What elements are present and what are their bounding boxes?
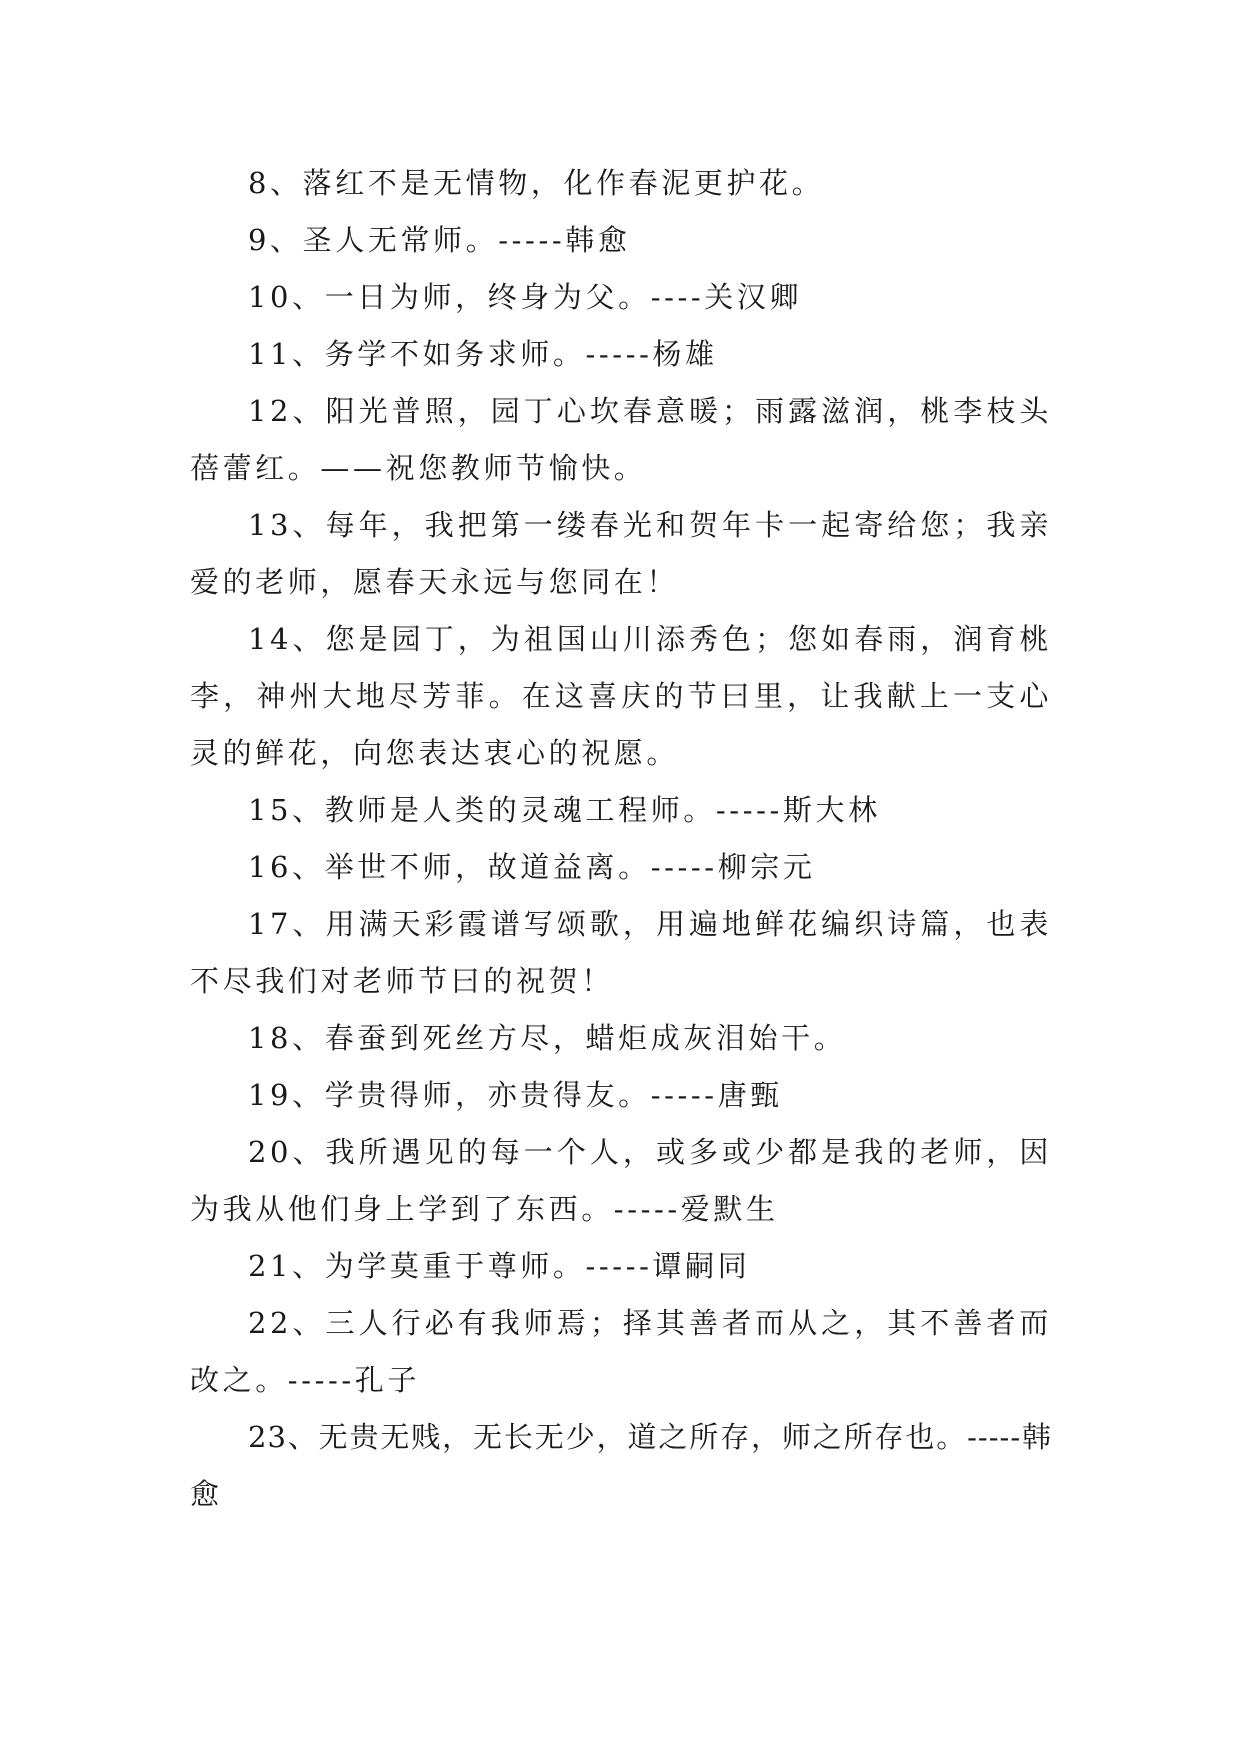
- paragraph-8: 8、落红不是无情物，化作春泥更护花。: [248, 166, 825, 200]
- document-body: [190, 155, 1052, 1523]
- paragraph-19: 19、学贵得师，亦贵得友。-----唐甄: [248, 1078, 783, 1112]
- paragraph-15: 15、教师是人类的灵魂工程师。-----斯大林: [248, 793, 881, 827]
- paragraph-12: 12、阳光普照，园丁心坎春意暖；雨露滋润，桃李枝头蓓蕾红。——祝您教师节愉快。: [190, 394, 1052, 485]
- paragraph-22: 22、三人行必有我师焉；择其善者而从之，其不善者而改之。-----孔子: [190, 1306, 1052, 1397]
- paragraph-10: 10、一日为师，终身为父。----关汉卿: [248, 280, 803, 314]
- paragraph-16: 16、举世不师，故道益离。-----柳宗元: [248, 850, 816, 884]
- paragraph-11: 11、务学不如务求师。-----杨雄: [248, 337, 718, 371]
- paragraph-21: 21、为学莫重于尊师。-----谭嗣同: [248, 1249, 751, 1283]
- paragraph-20: 20、我所遇见的每一个人，或多或少都是我的老师，因为我从他们身上学到了东西。-----爱默生: [190, 1135, 1052, 1226]
- paragraph-18: 18、春蚕到死丝方尽，蜡炬成灰泪始干。: [248, 1021, 847, 1055]
- paragraph-17: 17、用满天彩霞谱写颂歌，用遍地鲜花编织诗篇，也表不尽我们对老师节曰的祝贺！: [190, 907, 1052, 998]
- paragraph-13: 13、每年，我把第一缕春光和贺年卡一起寄给您；我亲爱的老师，愿春天永远与您同在！: [190, 508, 1052, 599]
- paragraph-14: 14、您是园丁，为祖国山川添秀色；您如春雨，润育桃李，神州大地尽芳菲。在这喜庆的节曰里，让我献上一支心灵的鲜花，向您表达衷心的祝愿。: [190, 622, 1052, 770]
- paragraph-9: 9、圣人无常师。-----韩愈: [248, 223, 631, 257]
- paragraph-23: 23、无贵无贱，无长无少，道之所存，师之所存也。-----韩愈: [190, 1420, 1052, 1511]
